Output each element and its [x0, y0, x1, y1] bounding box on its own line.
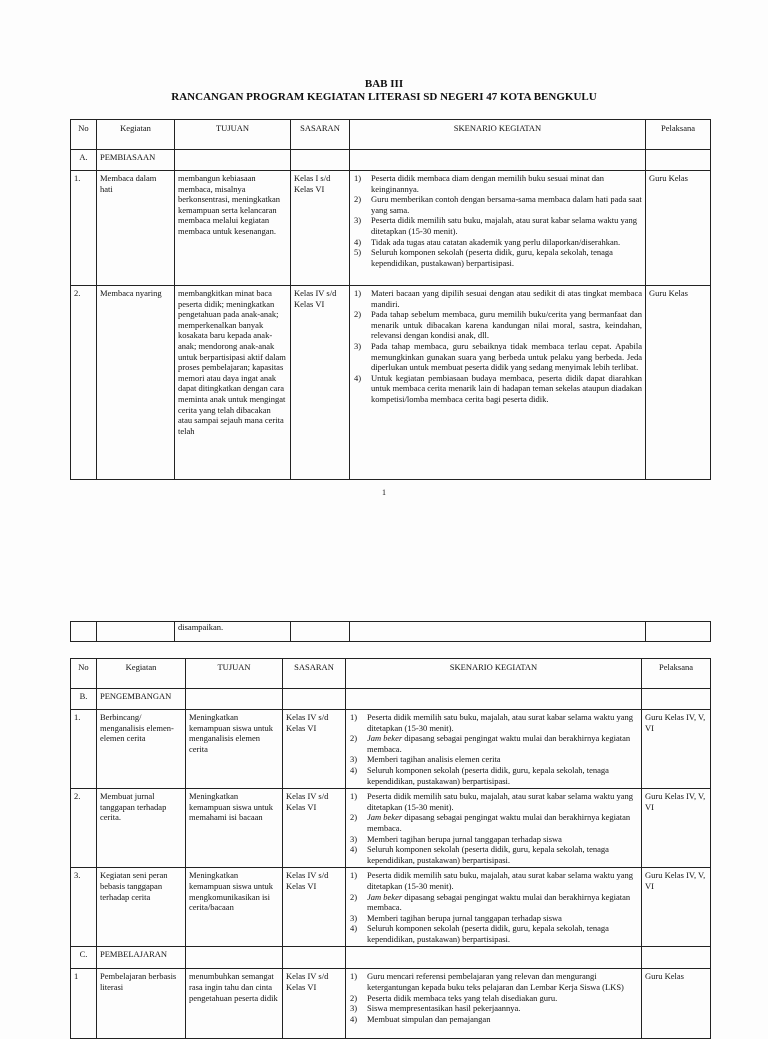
tujuan-cell: membangkitkan minat baca peserta didik; meningkatkan pengetahuan pada anak-anak; memperkenalkan banyak kosakata baru kepada anak-anak; mendorong anak-anak untuk berpartisipasi aktif dalam proses pembelajaran; kapasitas memori atau daya ingat anak dapat ditingkatkan dengan cara meminta anak untuk mengingat cerita yang telah dibacakan atau sampai sejauh mana cerita telah — [175, 286, 291, 480]
skenario-list — [349, 971, 638, 1024]
tujuan-cell: Meningkatkan kemampuan siswa untuk mengkomunikasikan isi cerita/bacaan — [186, 868, 283, 947]
skenario-list — [349, 712, 638, 786]
list-item: 1) Peserta didik memilih satu buku, majalah, atau surat kabar selama waktu yang ditetapkan (15-30 menit). — [350, 870, 634, 891]
tujuan-cell: Meningkatkan kemampuan siswa untuk menganalisis elemen cerita — [186, 710, 283, 789]
skenario-cell — [346, 868, 642, 947]
list-item: 1) Peserta didik membaca diam dengan memilih buku sesuai minat dan keinginannya. — [354, 173, 604, 194]
table-row — [71, 286, 711, 480]
skenario-list — [353, 173, 642, 268]
list-item: 2) Jam beker dipasang sebagai pengingat waktu mulai dan berakhirnya kegiatan membaca. — [350, 891, 631, 913]
list-item: 2) Jam beker dipasang sebagai pengingat waktu mulai dan berakhirnya kegiatan membaca. — [350, 812, 631, 833]
header-no: No — [71, 659, 97, 689]
list-item: 4) Seluruh komponen sekolah (peserta didik, guru, kepala sekolah, tenaga kependidikan, pustakawan) berpartisipasi. — [350, 764, 609, 786]
table-row — [71, 868, 711, 947]
pelaksana-cell: Guru Kelas IV, V, VI — [642, 789, 711, 868]
skenario-cell — [350, 171, 646, 286]
tujuan-cell: Meningkatkan kemampuan siswa untuk memahami isi bacaan — [186, 789, 283, 868]
document-title: RANCANGAN PROGRAM KEGIATAN LITERASI SD NEGERI 47 KOTA BENGKULU — [171, 91, 597, 103]
skenario-list — [353, 288, 642, 405]
tujuan-cell: menumbuhkan semangat rasa ingin tahu dan cinta pengetahuan peserta didik — [186, 969, 283, 1039]
header-kegiatan: Kegiatan — [97, 659, 186, 689]
list-item: 2) Guru memberikan contoh dengan bersama-sama membaca dalam hati pada saat yang sama. — [354, 194, 642, 215]
header-tujuan: TUJUAN — [175, 120, 291, 150]
header-pelaksana: Pelaksana — [642, 659, 711, 689]
skenario-list — [349, 791, 638, 865]
list-item: 1) Peserta didik memilih satu buku, majalah, atau surat kabar selama waktu yang ditetapkan (15-30 menit). — [350, 712, 634, 733]
skenario-cell — [350, 286, 646, 480]
pelaksana-cell: Guru Kelas IV, V, VI — [642, 710, 711, 789]
page-number: 1 — [382, 488, 386, 497]
section-number: A. — [71, 150, 97, 171]
list-item: 1) Peserta didik memilih satu buku, majalah, atau surat kabar selama waktu yang ditetapkan (15-30 menit). — [350, 791, 634, 812]
skenario-list — [349, 870, 638, 944]
program-table-page-2 — [70, 658, 711, 1039]
tujuan-cell: membangun kebiasaan membaca, misalnya berkonsentrasi, meningkatkan kemampuan serta kelancaran membaca melalui kegiatan membaca untuk kesenangan. — [175, 171, 291, 286]
kegiatan-cell: Membaca dalam hati — [97, 171, 175, 286]
row-number: 1 — [71, 969, 97, 1039]
program-table-page-1 — [70, 119, 711, 480]
header-sasaran: SASARAN — [291, 120, 350, 150]
pelaksana-cell: Guru Kelas — [646, 171, 711, 286]
list-item: 4) Seluruh komponen sekolah (peserta didik, guru, kepala sekolah, tenaga kependidikan, pustakawan) berpartisipasi. — [350, 844, 609, 865]
list-item: 3) Memberi tagihan berupa jurnal tanggapan terhadap siswa — [350, 912, 562, 923]
section-label: PENGEMBANGAN — [97, 689, 186, 710]
section-label: PEMBELAJARAN — [97, 947, 186, 969]
pelaksana-cell: Guru Kelas IV, V, VI — [642, 868, 711, 947]
list-item: 1) Guru mencari referensi pembelajaran yang relevan dan mengurangi ketergantungan kepada buku teks pelajaran dan Lembar Kerja Siswa (LKS) — [350, 971, 624, 993]
list-item: 4) Untuk kegiatan pembiasaan budaya membaca, peserta didik dapat diarahkan untuk membaca cerita menarik lain di hadapan teman sekelas ataupun diadakan kompetisi/lomba membaca cerita bagi peserta didik. — [354, 372, 642, 404]
kegiatan-cell: Berbincang/ menganalisis elemen-elemen cerita — [97, 710, 186, 789]
header-skenario: SKENARIO KEGIATAN — [346, 659, 642, 689]
section-row-pengembangan — [71, 689, 711, 710]
list-item: 3) Peserta didik memilih satu buku, majalah, atau surat kabar selama waktu yang ditetapkan (15-30 menit). — [354, 215, 638, 236]
kegiatan-cell: Kegiatan seni peran bebasis tanggapan terhadap cerita — [97, 868, 186, 947]
header-sasaran: SASARAN — [283, 659, 346, 689]
list-item: 3) Memberi tagihan berupa jurnal tanggapan terhadap siswa — [350, 833, 562, 844]
sasaran-cell: Kelas I s/d Kelas VI — [291, 171, 350, 286]
list-item: 4) Tidak ada tugas atau catatan akademik yang perlu dilaporkan/diserahkan. — [354, 236, 621, 247]
section-row-pembiasaan — [71, 150, 711, 171]
row-number: 2. — [71, 789, 97, 868]
row-number: 1. — [71, 710, 97, 789]
list-item: 2) Peserta didik membaca teks yang telah disediakan guru. — [350, 992, 558, 1003]
table-row — [71, 171, 711, 286]
skenario-cell — [346, 710, 642, 789]
list-item: 3) Pada tahap membaca, guru sebaiknya tidak membaca terlau cepat. Apabila memungkinkan gunakan suara yang berbeda untuk pelaku yang berbeda. Jeda diperlukan untuk membuat peserta didik yang sedang menyimak lebih terlibat. — [354, 340, 642, 373]
pelaksana-cell: Guru Kelas — [642, 969, 711, 1039]
section-row-pembelajaran — [71, 947, 711, 969]
skenario-cell — [346, 969, 642, 1039]
table-row — [71, 622, 711, 642]
table-header-row — [71, 659, 711, 689]
kegiatan-cell: Pembelajaran berbasis literasi — [97, 969, 186, 1039]
kegiatan-cell: Membuat jurnal tanggapan terhadap cerita. — [97, 789, 186, 868]
list-item: 4) Membuat simpulan dan pemajangan — [350, 1013, 491, 1024]
row-number: 1. — [71, 171, 97, 286]
chapter-label: BAB III — [364, 78, 404, 90]
continuation-table — [70, 621, 711, 642]
list-item: 2) Jam beker dipasang sebagai pengingat waktu mulai dan berakhirnya kegiatan membaca. — [350, 733, 631, 754]
sasaran-cell: Kelas IV s/d Kelas VI — [283, 969, 346, 1039]
section-number: B. — [71, 689, 97, 710]
table-header-row — [71, 120, 711, 150]
list-item: 4) Seluruh komponen sekolah (peserta didik, guru, kepala sekolah, tenaga kependidikan, pustakawan) berpartisipasi. — [350, 923, 609, 944]
table-row — [71, 710, 711, 789]
sasaran-cell: Kelas IV s/d Kelas VI — [291, 286, 350, 480]
kegiatan-cell: Membaca nyaring — [97, 286, 175, 480]
header-skenario: SKENARIO KEGIATAN — [350, 120, 646, 150]
header-no: No — [71, 120, 97, 150]
header-pelaksana: Pelaksana — [646, 120, 711, 150]
row-number: 2. — [71, 286, 97, 480]
pelaksana-cell: Guru Kelas — [646, 286, 711, 480]
list-item: 1) Materi bacaan yang dipilih sesuai dengan atau sedikit di atas tingkat membaca mandiri. — [354, 288, 642, 309]
header-kegiatan: Kegiatan — [97, 120, 175, 150]
sasaran-cell: Kelas IV s/d Kelas VI — [283, 868, 346, 947]
row-number: 3. — [71, 868, 97, 947]
table-row — [71, 789, 711, 868]
list-item: 3) Memberi tagihan analisis elemen cerita — [350, 754, 501, 765]
section-label: PEMBIASAAN — [97, 150, 175, 171]
list-item: 2) Pada tahap sebelum membaca, guru memilih buku/cerita yang bermanfaat dan menarik untuk dibacakan karena kandungan nilai moral, sastra, keindahan, relevansi dengan kondisi anak, dll. — [354, 309, 642, 341]
section-number: C. — [71, 947, 97, 969]
skenario-cell — [346, 789, 642, 868]
table-row — [71, 969, 711, 1039]
header-tujuan: TUJUAN — [186, 659, 283, 689]
sasaran-cell: Kelas IV s/d Kelas VI — [283, 789, 346, 868]
list-item: 5) Seluruh komponen sekolah (peserta didik, guru, kepala sekolah, tenaga kependidikan, pustakawan) berpartisipasi. — [354, 247, 613, 268]
tujuan-continuation: disampaikan. — [175, 622, 291, 642]
list-item: 3) Siswa mempresentasikan hasil pekerjaannya. — [350, 1003, 521, 1014]
sasaran-cell: Kelas IV s/d Kelas VI — [283, 710, 346, 789]
